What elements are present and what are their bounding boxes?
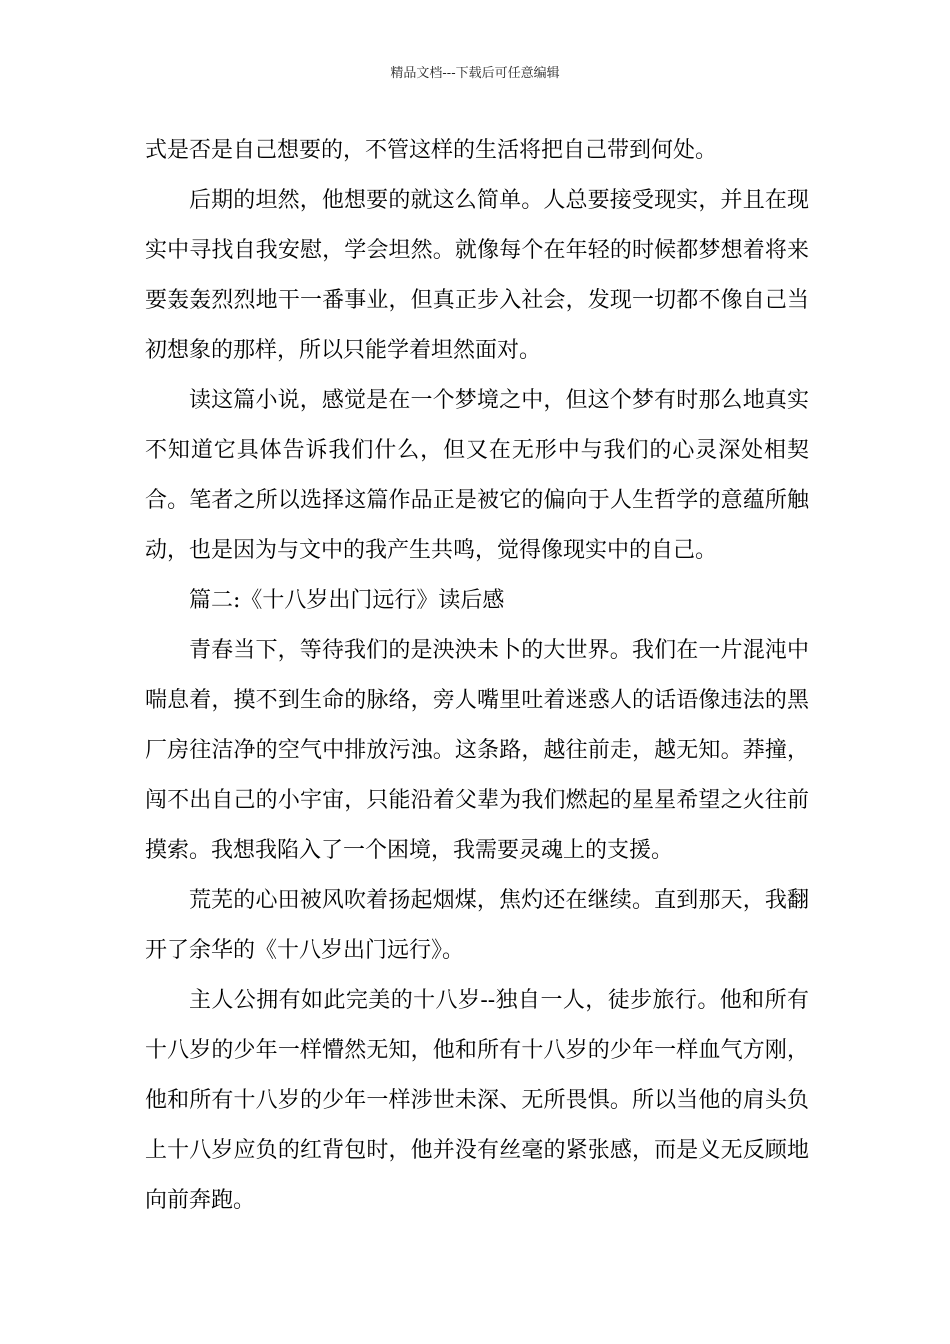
paragraph-continuation: 式是否是自己想要的，不管这样的生活将把自己带到何处。 — [145, 138, 718, 163]
section-heading: 篇二:《十八岁出门远行》读后感 — [189, 588, 505, 613]
paragraph: 荒芜的心田被风吹着扬起烟煤，焦灼还在继续。直到那天，我翻开了余华的《十八岁出门远行》。 — [145, 888, 809, 963]
paragraph: 青春当下，等待我们的是泱泱未卜的大世界。我们在一片混沌中喘息着，摸不到生命的脉络，旁人嘴里吐着迷惑人的话语像违法的黑厂房往洁净的空气中排放污浊。这条路，越往前走，越无知。莽撞，闯不出自己的小宇宙，只能沿着父辈为我们燃起的星星希望之火往前摸索。我想我陷入了一个困境，我需要灵魂上的支援。 — [145, 638, 809, 863]
document-body — [145, 126, 809, 1226]
paragraph: 后期的坦然，他想要的就这么简单。人总要接受现实，并且在现实中寻找自我安慰，学会坦然。就像每个在年轻的时候都梦想着将来要轰轰烈烈地干一番事业，但真正步入社会，发现一切都不像自己当初想象的那样，所以只能学着坦然面对。 — [145, 188, 809, 363]
paragraph: 主人公拥有如此完美的十八岁--独自一人，徒步旅行。他和所有十八岁的少年一样懵然无知，他和所有十八岁的少年一样血气方刚，他和所有十八岁的少年一样涉世未深、无所畏惧。所以当他的肩头负上十八岁应负的红背包时，他并没有丝毫的紧张感，而是义无反顾地向前奔跑。 — [145, 988, 809, 1213]
page-header: 精品文档---下载后可任意编辑 — [390, 66, 560, 81]
paragraph: 读这篇小说，感觉是在一个梦境之中，但这个梦有时那么地真实不知道它具体告诉我们什么，但又在无形中与我们的心灵深处相契合。笔者之所以选择这篇作品正是被它的偏向于人生哲学的意蕴所触动，也是因为与文中的我产生共鸣，觉得像现实中的自己。 — [145, 388, 809, 563]
